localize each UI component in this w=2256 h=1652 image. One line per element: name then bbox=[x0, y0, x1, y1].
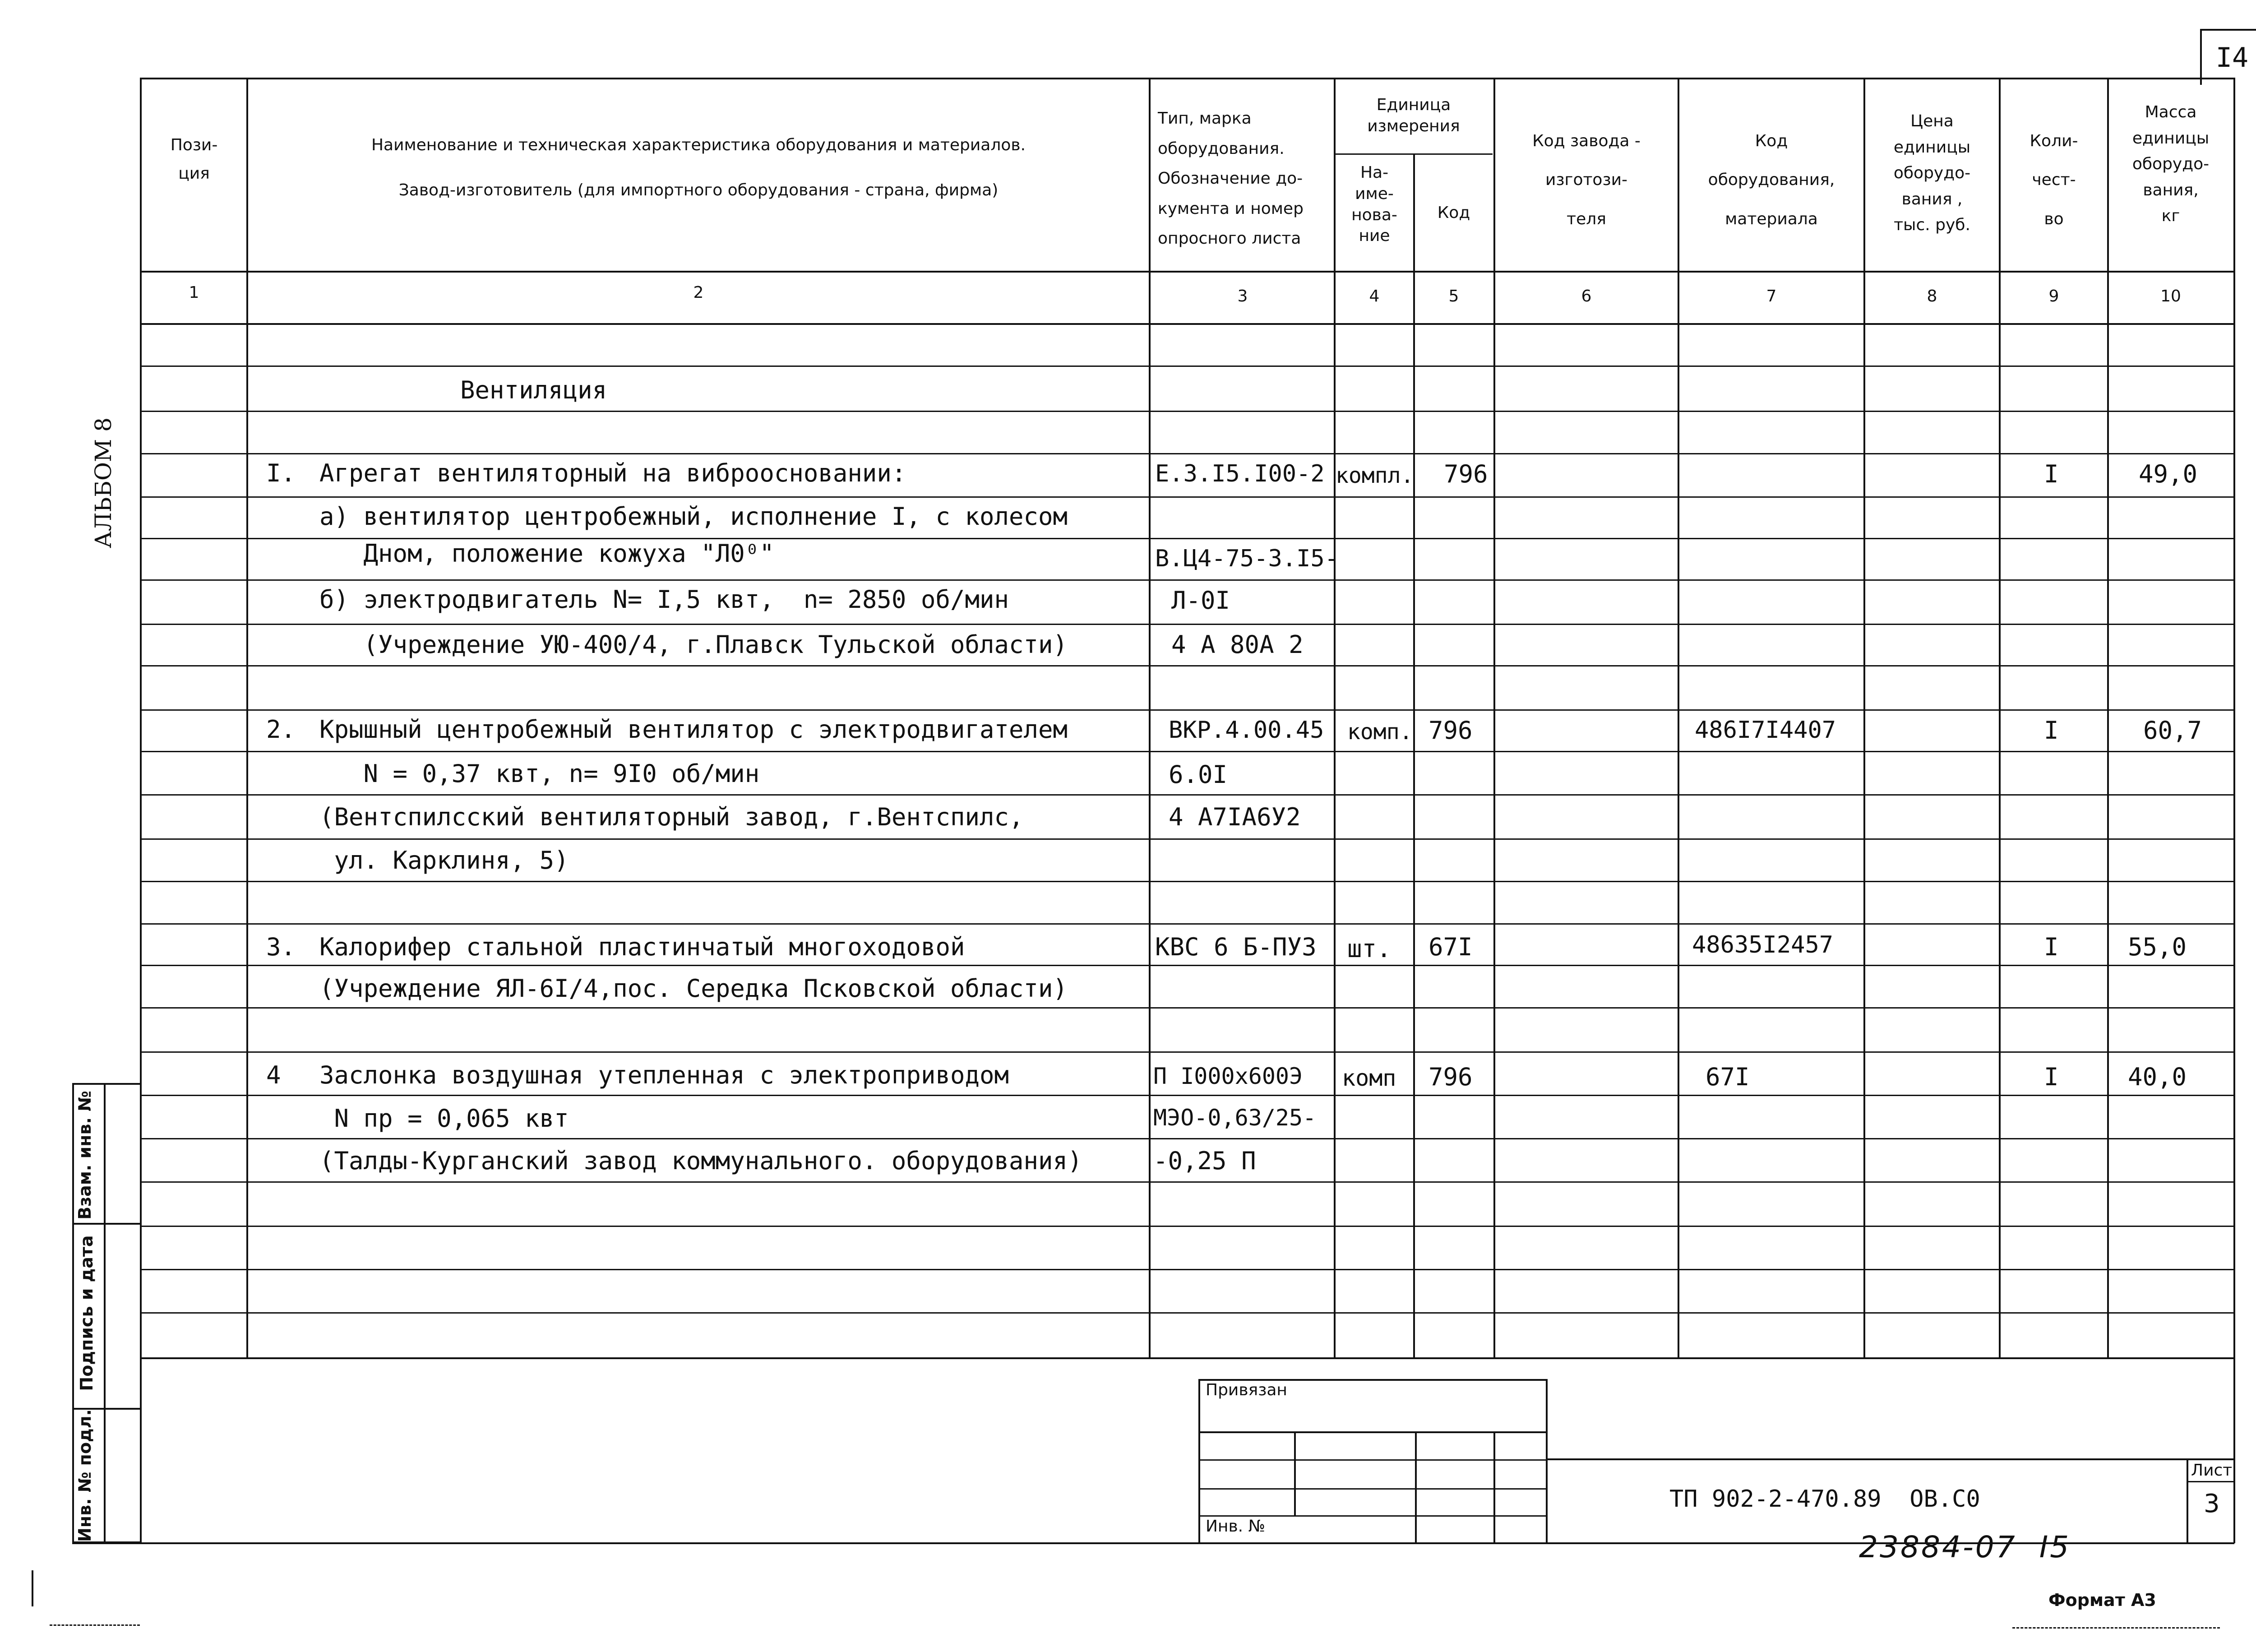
colnum-6: 6 bbox=[1581, 287, 1592, 305]
colnum-1: 1 bbox=[189, 283, 199, 302]
frame-top bbox=[140, 78, 2234, 79]
format-label: Формат А3 bbox=[2048, 1590, 2156, 1610]
row-1-qty: I bbox=[2044, 460, 2059, 488]
row-3-code: 67I bbox=[1428, 933, 1473, 961]
side-stamp-divider bbox=[104, 1083, 106, 1543]
colnum-2: 2 bbox=[693, 283, 704, 302]
tb-vline bbox=[1493, 1431, 1495, 1542]
row-2-pos: 2. bbox=[266, 715, 296, 744]
row-1b-name: Дном, положение кожуха "Л0⁰" bbox=[319, 539, 774, 568]
row-1c-type: Л-0I bbox=[1171, 586, 1230, 615]
row-2-equip: 486I7I4407 bbox=[1695, 717, 1836, 744]
row-2b-name: (Вентспилсский вентиляторный завод, г.Вентспилс, bbox=[319, 803, 1024, 831]
row-2b-type: 4 А7IА6У2 bbox=[1169, 803, 1301, 831]
row-line bbox=[140, 1181, 2234, 1183]
table-bottom-line bbox=[140, 1357, 2234, 1359]
colnum-5: 5 bbox=[1448, 287, 1459, 305]
row-line bbox=[140, 1095, 2234, 1096]
col-line-4 bbox=[1413, 153, 1415, 1359]
row-3-pos: 3. bbox=[266, 933, 296, 961]
row-line bbox=[140, 709, 2234, 711]
doc-code: ТП 902-2-470.89 ОВ.С0 bbox=[1669, 1485, 1980, 1513]
row-2a-name: N = 0,37 квт, n= 9I0 об/мин bbox=[319, 759, 760, 788]
row-2-mass: 60,7 bbox=[2143, 716, 2202, 745]
header-equip-code: Код оборудования, материала bbox=[1708, 132, 1835, 228]
row-3a-name: (Учреждение ЯЛ-6I/4,пос. Середка Псковской области) bbox=[319, 974, 1068, 1003]
row-1c-name: б) электродвигатель N= I,5 квт, n= 2850 об/мин bbox=[319, 585, 1009, 614]
tb-vline bbox=[1415, 1431, 1417, 1542]
side-stamp-podpis: Подпись и дата bbox=[77, 1235, 97, 1391]
row-4-name: Заслонка воздушная утепленная с электроприводом bbox=[319, 1061, 1009, 1089]
row-1d-name: (Учреждение УЮ-400/4, г.Плавск Тульской области) bbox=[319, 630, 1068, 659]
colnum-7: 7 bbox=[1766, 287, 1777, 305]
list-box-line bbox=[2187, 1481, 2234, 1482]
colnum-8: 8 bbox=[1927, 287, 1937, 305]
row-line bbox=[140, 496, 2234, 498]
row-line bbox=[140, 579, 2234, 581]
corner-sheet-number: I4 bbox=[2215, 42, 2249, 74]
row-line bbox=[140, 624, 2234, 625]
row-line bbox=[140, 881, 2234, 882]
left-margin-mark bbox=[32, 1570, 33, 1606]
colnum-10: 10 bbox=[2160, 287, 2181, 305]
row-line bbox=[140, 665, 2234, 666]
row-3-equip: 48635I2457 bbox=[1692, 931, 1834, 958]
col-line-3 bbox=[1334, 78, 1336, 1359]
header-unit-name: На- име- нова- ние bbox=[1351, 163, 1397, 245]
col-line-5 bbox=[1493, 78, 1495, 1359]
row-4b-name: (Талды-Курганский завод коммунального. оборудования) bbox=[319, 1147, 1082, 1175]
col-line-9 bbox=[2107, 78, 2109, 1359]
row-2a-type: 6.0I bbox=[1169, 760, 1228, 789]
row-3-type: КВС 6 Б-ПУЗ bbox=[1155, 933, 1317, 961]
row-1-mass: 49,0 bbox=[2139, 460, 2198, 488]
col-line-7 bbox=[1863, 78, 1865, 1359]
row-4-mass: 40,0 bbox=[2128, 1063, 2187, 1091]
album-label: АЛЬБОМ 8 bbox=[90, 417, 116, 548]
colnum-4: 4 bbox=[1369, 287, 1380, 305]
header-price: Цена единицы оборудо- вания , тыс. руб. bbox=[1893, 112, 1971, 235]
row-2-type: ВКР.4.00.45 bbox=[1169, 717, 1324, 744]
row-3-qty: I bbox=[2044, 933, 2059, 961]
frame-right bbox=[2233, 78, 2235, 1543]
row-3-name: Калорифер стальной пластинчатый многоходовой bbox=[319, 933, 965, 961]
row-1-type: Е.3.I5.I00-2 bbox=[1155, 460, 1325, 487]
row-line bbox=[140, 1007, 2234, 1009]
side-stamp-vzam: Взам. инв. № bbox=[75, 1091, 95, 1220]
privyazan-label: Привязан bbox=[1206, 1381, 1287, 1399]
corner-sheet-box bbox=[2200, 29, 2256, 85]
inv-no-label: Инв. № bbox=[1206, 1517, 1266, 1536]
row-4a-name: N пр = 0,065 квт bbox=[319, 1104, 569, 1133]
header-factory-code: Код завода - изготози- теля bbox=[1532, 132, 1641, 228]
row-2-qty: I bbox=[2044, 716, 2059, 745]
doc-code-top-line bbox=[1547, 1458, 2234, 1460]
row-4-unit: комп bbox=[1342, 1065, 1396, 1091]
header-qty: Коли- чест- во bbox=[2029, 132, 2078, 228]
row-3-unit: шт. bbox=[1347, 935, 1392, 963]
row-2-name: Крышный центробежный вентилятор с электродвигателем bbox=[319, 715, 1068, 744]
row-line bbox=[140, 1312, 2234, 1314]
tb-vline bbox=[1294, 1431, 1296, 1515]
row-line bbox=[140, 1138, 2234, 1139]
format-underline bbox=[2012, 1627, 2220, 1629]
row-1-code: 796 bbox=[1444, 460, 1488, 488]
header-type: Тип, марка оборудования. Обозначение до- кумента и номер опросного листа bbox=[1158, 109, 1304, 248]
row-line bbox=[140, 794, 2234, 796]
col-line-8 bbox=[1999, 78, 2001, 1359]
row-line bbox=[140, 965, 2234, 966]
row-1a-name: а) вентилятор центробежный, исполнение I, с колесом bbox=[319, 502, 1068, 531]
row-1-name: Агрегат вентиляторный на виброосновании: bbox=[319, 459, 906, 487]
row-line bbox=[140, 1269, 2234, 1270]
row-2-code: 796 bbox=[1428, 716, 1473, 745]
side-stamp-inv: Инв. № подл. bbox=[75, 1409, 95, 1542]
row-1-pos: I. bbox=[266, 459, 296, 487]
header-name-line2: Завод-изготовитель (для импортного оборудования - страна, фирма) bbox=[398, 181, 999, 199]
row-1-unit: компл. bbox=[1336, 463, 1414, 488]
header-name-line1: Наименование и техническая характеристика оборудования и материалов. bbox=[371, 136, 1026, 154]
row-line bbox=[140, 1226, 2234, 1227]
row-1d-type: 4 А 80А 2 bbox=[1171, 630, 1304, 659]
row-line bbox=[140, 751, 2234, 752]
row-4-code: 796 bbox=[1428, 1063, 1473, 1091]
row-1b-type: В.Ц4-75-3.I5- bbox=[1155, 545, 1339, 572]
header-bottom-line bbox=[140, 271, 2234, 273]
list-number: 3 bbox=[2204, 1489, 2220, 1518]
colnum-3: 3 bbox=[1237, 287, 1248, 305]
col-line-1 bbox=[246, 78, 248, 1359]
col-line-2 bbox=[1149, 78, 1151, 1359]
colnum-9: 9 bbox=[2048, 287, 2059, 305]
row-4-qty: I bbox=[2044, 1063, 2059, 1091]
header-unit-code: Код bbox=[1437, 204, 1470, 222]
list-label: Лист bbox=[2191, 1461, 2233, 1480]
bottom-margin-mark bbox=[50, 1624, 140, 1626]
row-4a-type: МЭО-0,63/25- bbox=[1153, 1105, 1317, 1131]
row-line bbox=[140, 411, 2234, 412]
row-line bbox=[140, 453, 2234, 454]
row-line bbox=[140, 1051, 2234, 1053]
header-unit-group: Единица измерения bbox=[1367, 96, 1460, 135]
col-line-6 bbox=[1678, 78, 1679, 1359]
row-4-type: П I000х600Э bbox=[1153, 1063, 1303, 1089]
colnum-bottom-line bbox=[140, 323, 2234, 325]
row-line bbox=[140, 923, 2234, 925]
section-title: Вентиляция bbox=[460, 376, 607, 404]
header-pos: Пози- ция bbox=[170, 136, 218, 183]
row-4b-type: -0,25 П bbox=[1153, 1147, 1256, 1175]
row-line bbox=[140, 366, 2234, 367]
row-2c-name: ул. Карклиня, 5) bbox=[319, 846, 569, 875]
row-3-mass: 55,0 bbox=[2128, 933, 2187, 961]
header-mass: Масса единицы оборудо- вания, кг bbox=[2132, 103, 2210, 226]
row-4-pos: 4 bbox=[266, 1061, 281, 1089]
row-line bbox=[140, 838, 2234, 840]
row-2-unit: комп. bbox=[1347, 719, 1413, 745]
handwritten-number: 23884-07 I5 bbox=[1859, 1530, 2071, 1564]
row-4-equip: 67I bbox=[1706, 1063, 1750, 1091]
